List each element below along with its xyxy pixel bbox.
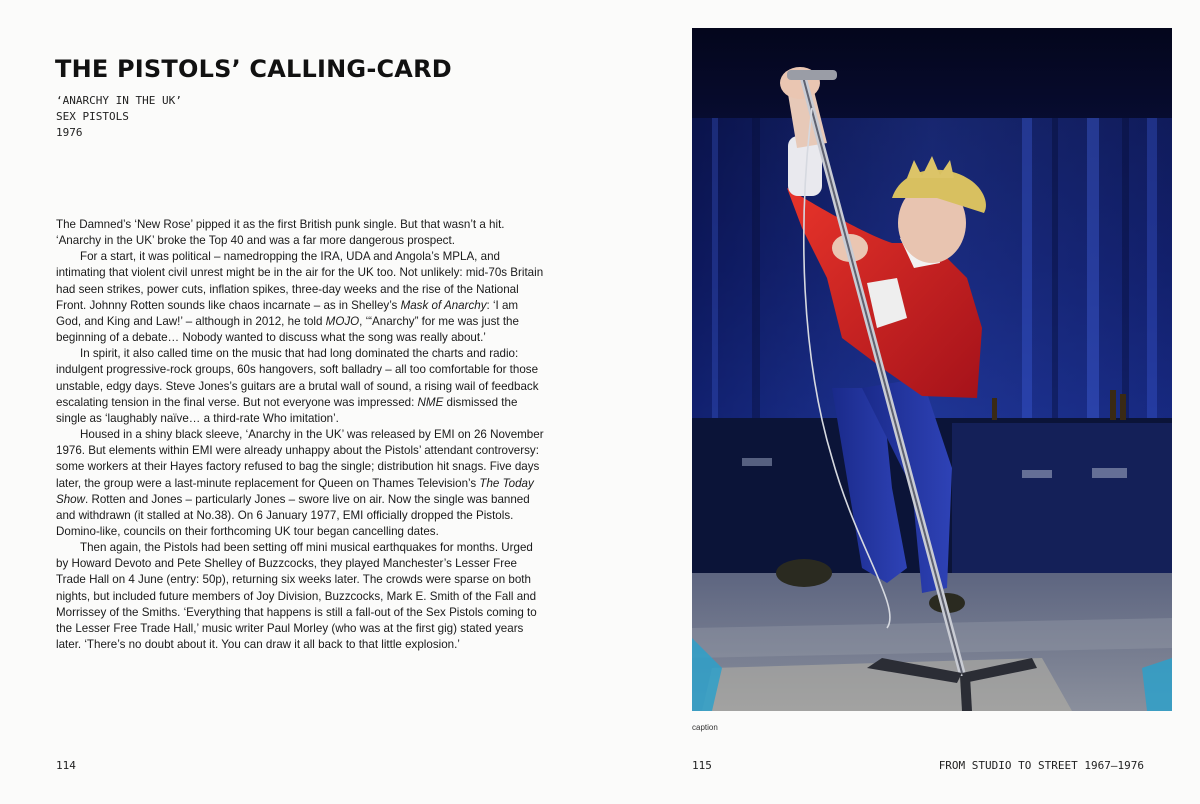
running-head: FROM STUDIO TO STREET 1967–1976 <box>938 759 1144 772</box>
italic-title-ref: The Today Show <box>56 476 534 506</box>
right-page <box>600 0 1200 804</box>
body-paragraph <box>56 346 544 427</box>
text-run: In spirit, it also called time on the music that had long dominated the charts and radio: indulgent progressive-rock groups, 60s hangovers, soft balladry – all too comfortable for those unstable, edgy days. Steve Jones’s guitars are a brutal wall of sound, a rising wail of feedback escalating tension in the final verse. But not everyone was impressed: <box>56 347 539 409</box>
italic-title-ref: MOJO <box>325 314 360 328</box>
body-paragraph <box>56 540 544 653</box>
text-run: . Rotten and Jones – particularly Jones – swore live on air. Now the single was banned and withdrawn (it stalled at No.38). On 6 January 1977, EMI officially dropped the Pistols. Domino-like, councils on their forthcoming UK tour began cancelling dates. <box>56 492 530 538</box>
artist-name: SEX PISTOLS <box>56 110 129 123</box>
text-run: Housed in a shiny black sleeve, ‘Anarchy in the UK’ was released by EMI on 26 November 1976. But elements within EMI were already unhappy about the Pistols’ attendant controversy: some workers at their Hayes factory refused to bag the single; distribution hit snags. Five days later, the group were a last-minute replacement for Queen on Thames Television’s <box>56 428 544 490</box>
text-run: : ‘I am God, and King and Law!’ – although in 2012, he told <box>56 298 519 328</box>
page-number-left: 114 <box>56 759 76 772</box>
text-run: Then again, the Pistols had been setting off mini musical earthquakes for months. Urged by Howard Devoto and Pete Shelley of Buzzcocks, they played Manchester’s Lesser Free Trade Hall on 4 June (entry: 50p), returning six weeks later. The crowds were sparse on both nights, but included future members of Joy Division, Buzzcocks, Mark E. Smith of the Fall and Morrissey of the Smiths. ‘Everything that happens is still a fall-out of the Sex Pistols coming to the Lesser Free Trade Hall,’ music writer Paul Morley (who was at the first gig) stated years later. ‘There’s no doubt about it. You can draw it all back to that little explosion.’ <box>56 541 537 652</box>
article-body <box>56 217 544 653</box>
song-title: ‘ANARCHY IN THE UK’ <box>56 94 182 107</box>
text-run: dismissed the single as ‘laughably naïve… a third-rate Who imitation’. <box>56 395 518 425</box>
photo-caption: caption <box>692 723 718 732</box>
text-run: The Damned’s ‘New Rose’ pipped it as the first British punk single. But that wasn’t a hit. ‘Anarchy in the UK’ broke the Top 40 and was a far more dangerous prospect. <box>56 218 505 248</box>
song-meta <box>56 93 182 141</box>
italic-title-ref: NME <box>417 395 444 409</box>
page-number-right: 115 <box>692 759 712 772</box>
concert-photo <box>692 28 1172 711</box>
text-run: , ‘“Anarchy” for me was just the beginning of a debate… Nobody wanted to discuss what the song was really about.’ <box>56 314 519 345</box>
text-run: For a start, it was political – namedropping the IRA, UDA and Angola’s MPLA, and intimating that violent civil unrest might be in the air for the UK too. Not unlikely: mid-70s Britain had seen strikes, power cuts, inflation spikes, three-day weeks and the rise of the National Front. Johnny Rotten sounds like chaos incarnate – as in Shelley’s <box>56 250 544 312</box>
body-paragraph <box>56 249 544 346</box>
body-paragraph <box>56 217 544 249</box>
chapter-title: THE PISTOLS’ CALLING-CARD <box>55 55 452 83</box>
body-paragraph <box>56 427 544 540</box>
release-year: 1976 <box>56 126 83 139</box>
italic-title-ref: Mask of Anarchy <box>400 298 487 312</box>
